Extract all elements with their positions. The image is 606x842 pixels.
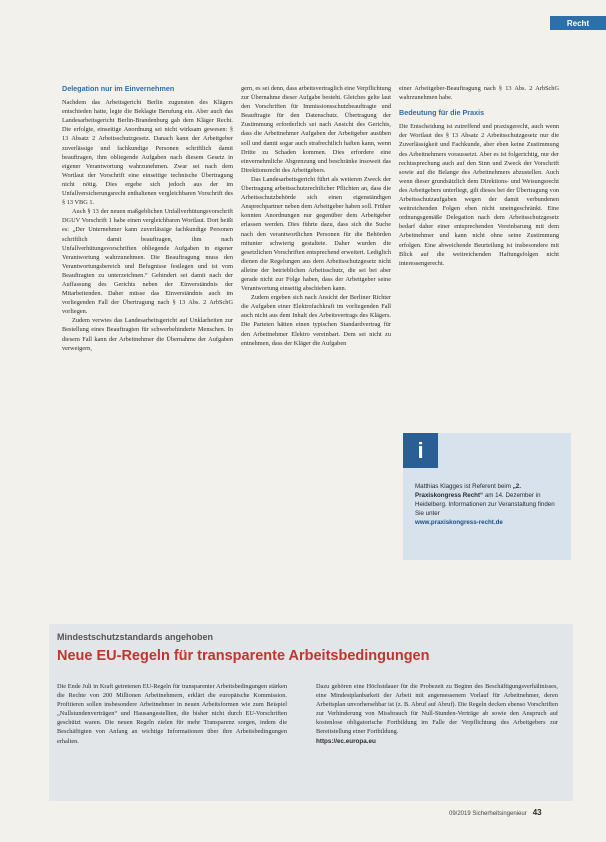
- info-box: [403, 433, 571, 560]
- article-column-3: [399, 84, 559, 268]
- section-heading: Delegation nur im Einvernehmen: [62, 84, 175, 93]
- body-paragraph: Die Ende Juli in Kraft getretenen EU-Regeln für transparenter Arbeitsbedingungen stärken die Rechte von 200 Millionen Arbeitnehmern, erklärt die europäische Kommission. Profitieren sollen insbesondere Arbeitnehmer in neuen Arbeitsformen wie zum Beispiel „Nullstundenverträgen“ und Hausangestellten, die bisher nicht durch EU-Vorschriften geschützt waren. Die neuen Regeln zielen für mehr Transparenz sorgen, indem die Beschäftigten von Anfang an wichtige Informationen über ihre Arbeitsbedingungen erhalten.: [57, 683, 287, 745]
- author-name: Matthias Klagges: [415, 483, 463, 490]
- info-line: am 14. Dezember in Heidelberg.: [415, 491, 541, 508]
- event-name: „2. Praxiskongress Recht“: [415, 483, 521, 499]
- body-paragraph: einer Arbeitgeber-Beauftragung nach § 13 Abs. 2 ArbSchG wahrzunehmen habe.: [399, 85, 559, 102]
- issue-label: 09/2019 Sicherheitsingenieur: [449, 811, 527, 817]
- event-link[interactable]: www.praxiskongress-recht.de: [415, 518, 503, 526]
- news-kicker: Mindestschutzstandards angehoben: [57, 632, 214, 642]
- news-column-left: [57, 682, 287, 746]
- page-number: 43: [532, 808, 542, 817]
- body-paragraph: Nachdem das Arbeitsgericht Berlin zugunsten des Klägers entschieden hatte, legte die Beklagte Berufung ein. Aber auch das Landesarbeitsgericht Berlin-Brandenburg gab dem Kläger Recht. Die erfolgte, einseitige Anordnung sei nicht wirksam gewesen: § 13 Absatz 2 Arbeitsschutzgesetz. Danach kann der Arbeitgeber zuverlässige und fachkundige Personen schriftlich damit beauftragen, ihm obliegende Aufgaben nach diesem Gesetz in eigener Verantwortung wahrzunehmen. Zwar sei nach dem Wortlaut der Vorschrift eine einseitige technische Übertragung nicht nötig. Dies ergebe sich jedoch aus der im Unfallversicherungsrecht enthaltenen vergleichbaren Vorschrift des § 13 VBG 1.: [62, 99, 233, 207]
- news-headline: Neue EU-Regeln für transparente Arbeitsbedingungen: [57, 648, 430, 664]
- article-column-1: [62, 84, 233, 353]
- info-line: ist Referent beim: [462, 483, 513, 490]
- info-text: [415, 483, 565, 528]
- body-paragraph: Dazu gehören eine Höchstdauer für die Probezeit zu Beginn des Beschäftigungsverhältnisses, eine Mindestplanbarkeit der Arbeit mit angemessenem Vorlauf für Arbeitnehmer, deren Arbeitsplan unvorhersehbar ist (z. B. Abruf auf Abruf). Die Regeln decken ebenso Vorschriften zur Verhinderung von Missbrauch für Null-Stunden-Verträge ab sowie den Anspruch auf kostenlose obligatorische Fortbildung im Falle der Verpflichtung des Arbeitgebers zur Bereitstellung einer Fortbildung.: [316, 683, 558, 736]
- body-paragraph: Das Landesarbeitsgericht führt als weiteren Zweck der Übertragung arbeitsschutzrechtlicher Pflichten an, dass die Arbeitsschutzbehörde sich einen eigenständigen Ansprechpartner neben dem Arbeitgeber haben soll. Früher konnten Anordnungen nur gegenüber dem Arbeitgeber erlassen werden. Dies führte dazu, dass sich die Suche nach den verantwortlichen Personen für die Behörden mitunter schwierig gestaltete. Daher wurden die gesetzlichen Vorschriften entsprechend erweitert. Lediglich dienen die Regelungen aus dem Arbeitsschutzgesetz nicht alleine der betrieblichen Arbeitsschutz, die sei bei aber gerade nicht zur Folge haben, dass der Arbeitgeber seine Verantwortung einseitig abschieben kann.: [241, 175, 391, 293]
- source-link[interactable]: https://ec.europa.eu: [316, 737, 376, 745]
- info-line: Informationen zur Veranstaltung finden Sie unter: [415, 500, 555, 517]
- body-paragraph: Zudem ergeben sich nach Ansicht der Berliner Richter die Aufgaben einer Elektrofachkraft im vorliegenden Fall auch nicht aus dem Inhalt des Arbeitsvertrags des Klägers. Die Parteien hätten einen typischen Standardvertrag für den Arbeitnehmer Elektro vereinbart. Dem sei nicht zu entnehmen, dass der Kläger die Aufgaben: [241, 294, 391, 347]
- body-paragraph: Auch § 13 der neuen maßgeblichen Unfallverhütungsvorschrift DGUV Vorschrift 1 habe einen vergleichbaren Wortlaut. Dort heißt es: „Der Unternehmer kann zuverlässige fachkundige Personen schriftlich damit beauftragen, ihm nach Unfallverhütungsvorschriften obliegende Aufgaben in eigener Verantwortung wahrzunehmen. Die Beauftragung muss den Verantwortungsbereich und Befugnisse festlegen und ist vom Beauftragten zu unterzeichnen.“ Gehindert sei damit nach der Auffassung des Gerichts neben der Einverständnis der Mitarbeitenden. Daher müsse das Einverständnis auch im vorliegenden Fall der Übertragung nach § 13 Abs. 2 ArbSchG vorliegen.: [62, 208, 233, 316]
- section-heading: Bedeutung für die Praxis: [399, 108, 485, 118]
- page-footer: [449, 808, 542, 817]
- body-paragraph: Zudem verwies das Landesarbeitsgericht auf Unklarheiten zur Bestellung eines Beauftragten für schwerbehinderte Menschen. In diesem Fall kann der Arbeitnehmer die Übernahme der Aufgaben verweigern,: [62, 317, 233, 352]
- news-column-right: [316, 682, 558, 746]
- info-icon: i: [403, 433, 438, 468]
- section-tag: Recht: [550, 16, 606, 30]
- body-paragraph: Die Entscheidung ist zutreffend und praxisgerecht, auch wenn der Wortlaut des § 13 Absatz 2 Arbeitsschutzgesetz nur die Zuverlässigkeit und Fachkunde, aber eben keine Zustimmung des Arbeitnehmers voraussetzt. Aber es ist folgerichtig, nur der rechtssprechung auch auf den Sinn und Zweck der Vorschrift sowie auf die Belange des Arbeitnehmers abzustellen. Auch wenn dieser grundsätzlich dem Direktions- und Weisungsrecht des Arbeitgebers unterliegt, gilt dieses bei der Übertragung von Arbeitsschutzaufgaben wegen der damit verbundenen weitreichenden Folgen eben nicht uneingeschränkt. Eine ordnungsgemäße Delegation nach dem Arbeitsschutzgesetz bedarf daher einer entsprechenden Vereinbarung mit dem Arbeitnehmer und kann nicht ohne seine Zustimmung erfolgen. Eine abweichende Beurteilung ist insbesondere mit Blick auf die weitreichenden Haftungsfolgen nicht interessengerecht.: [399, 123, 559, 267]
- body-paragraph: gern, es sei denn, dass arbeitsvertraglich eine Verpflichtung zur Übernahme dieser Aufgabe besteht. Gleiches gelte laut den Vorschriften für Immissionsschutzbeauftragte und Beauftragte für den Datenschutz. Übertragung der Zustimmung erforderlich sei nach Ansicht des Gerichts, dass die Arbeitnehmer Aufgaben der Arbeitgeber ausüben soll und damit sogar auch strafrechtlich haften kann, wenn Dritte zu Schaden kommen. Dies erfordere eine einvernehmliche Abgrenzung und beschränke insoweit das Direktionsrecht des Arbeitgebers.: [241, 85, 391, 174]
- article-column-2: [241, 84, 391, 348]
